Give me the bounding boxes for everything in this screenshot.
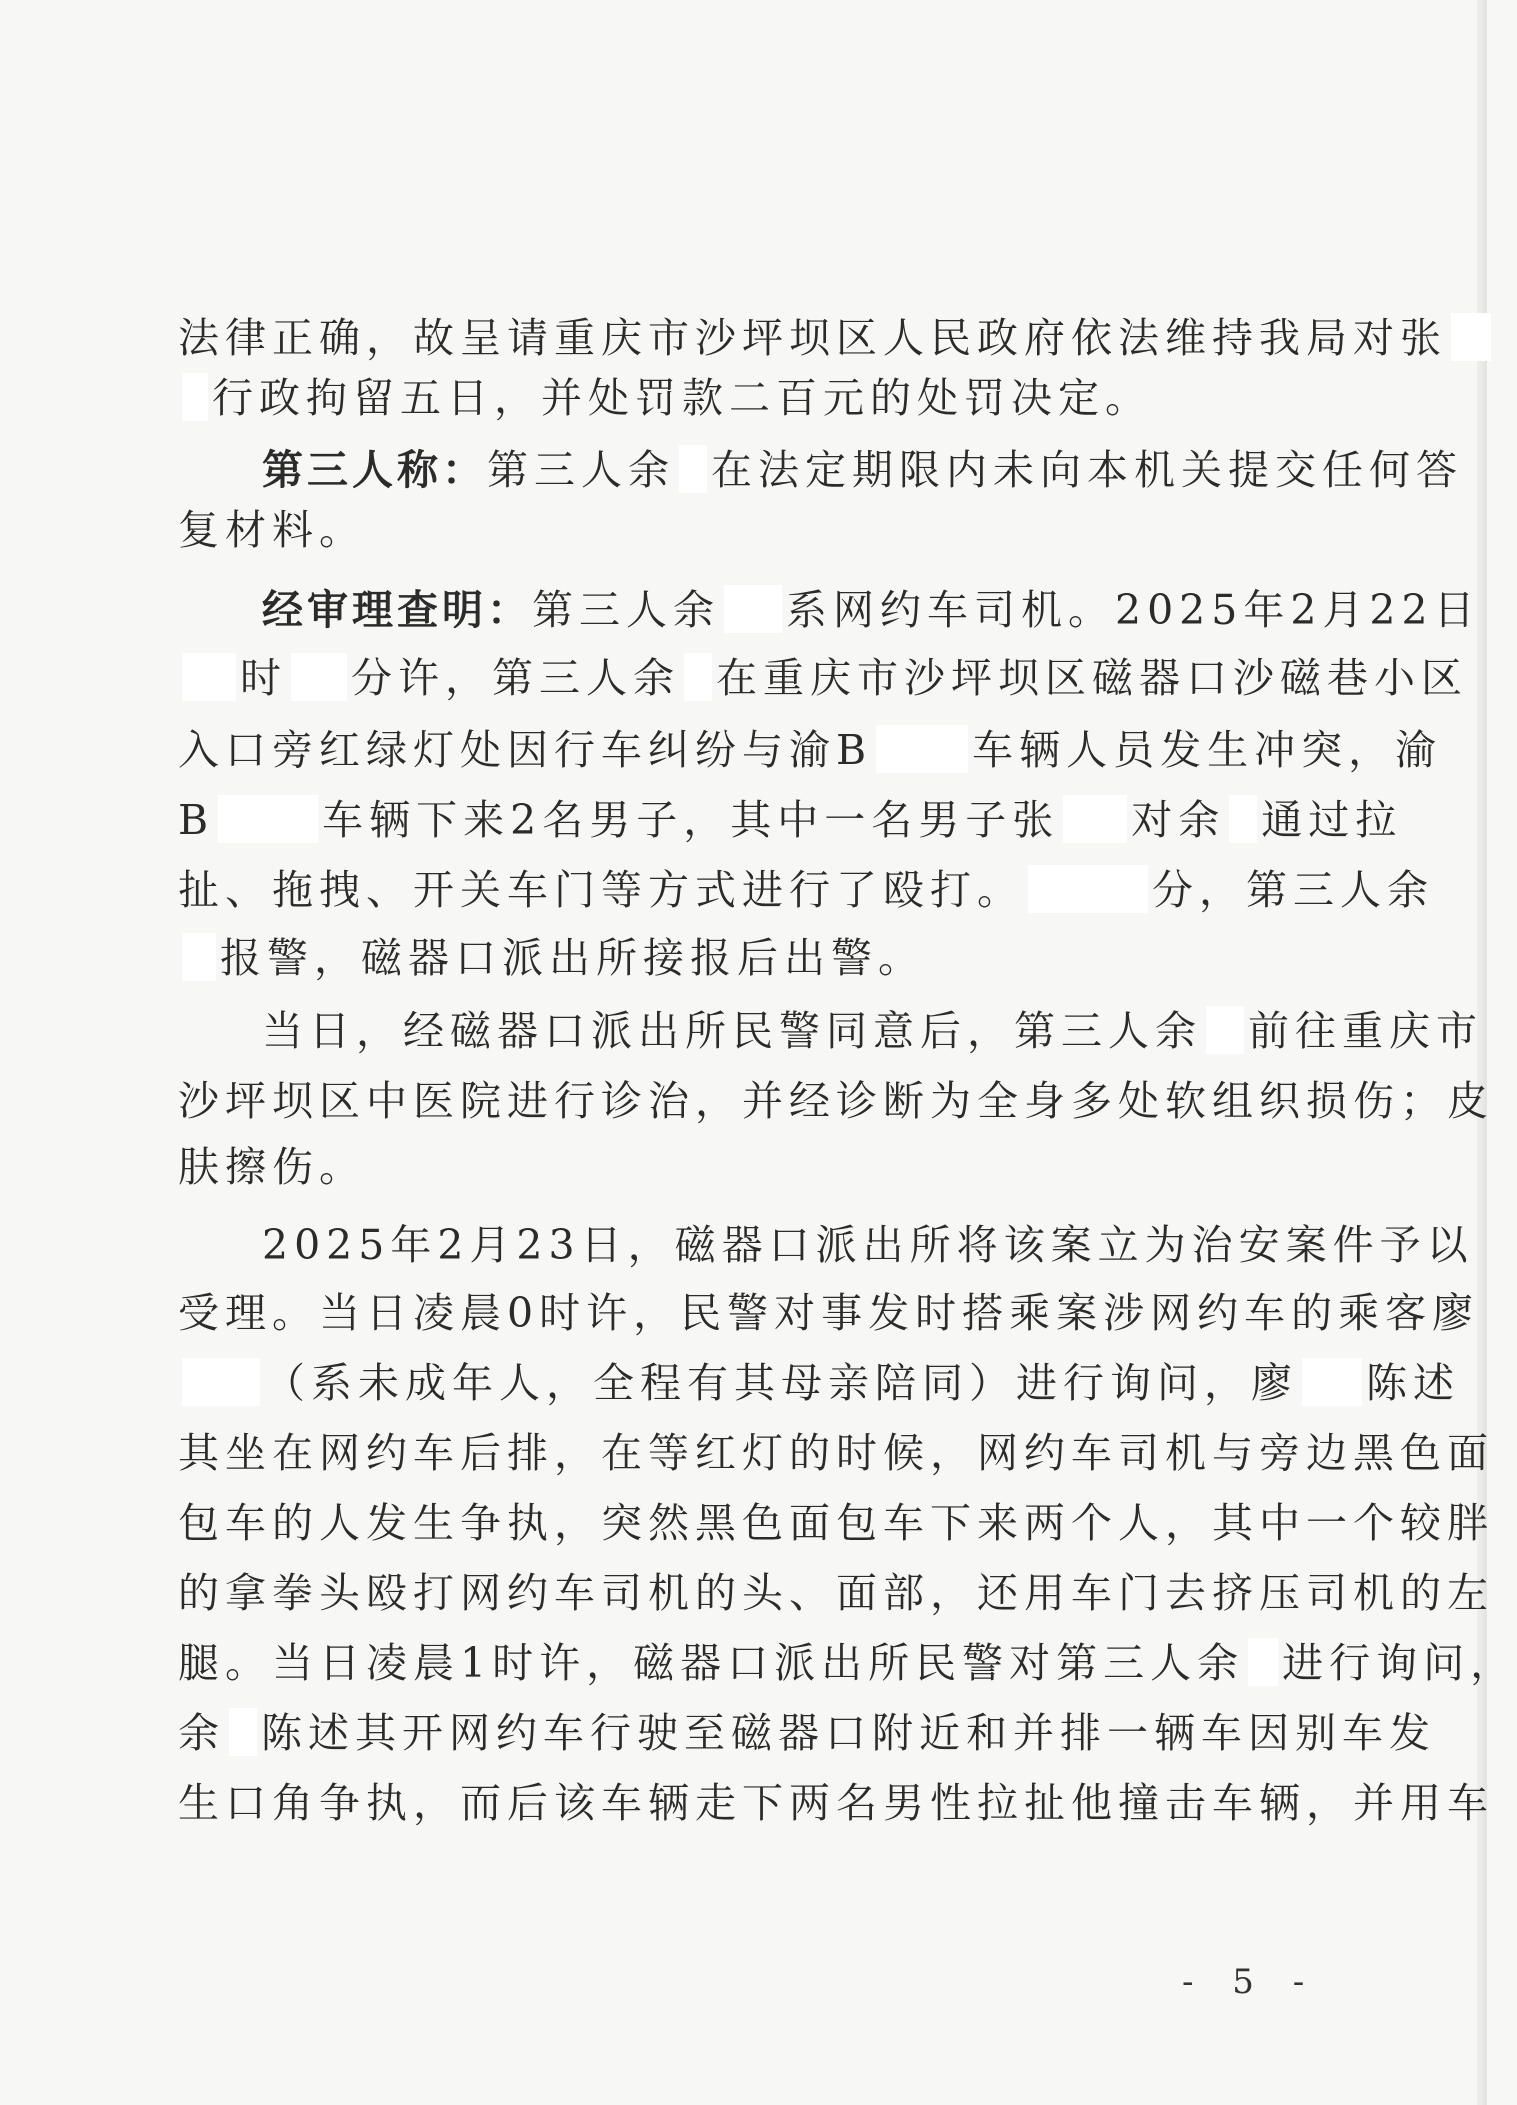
paragraph-line — [262, 1217, 1474, 1273]
paragraph-line — [178, 1355, 1460, 1411]
redaction-block — [1229, 795, 1257, 843]
paragraph-line — [262, 442, 1463, 498]
text-segment: 复材料。 — [178, 506, 366, 554]
text-segment: 沙坪坝区中医院进行诊治，并经诊断为全身多处软组织损伤；皮 — [178, 1077, 1494, 1125]
text-segment: B — [178, 796, 215, 844]
text-segment: 车辆人员发生冲突，渝 — [972, 726, 1443, 774]
redaction-block — [1451, 313, 1491, 361]
page-number: - 5 - — [1182, 1962, 1319, 2002]
paragraph-line — [178, 862, 1434, 918]
text-segment: 包车的人发生争执，突然黑色面包车下来两个人，其中一个较胖 — [178, 1499, 1494, 1547]
paragraph-line — [178, 1285, 1479, 1341]
redaction-block — [679, 445, 707, 493]
paragraph-line — [178, 1635, 1517, 1691]
redaction-block — [876, 725, 968, 773]
redaction-block — [1302, 1358, 1362, 1406]
text-segment: 对余 — [1131, 796, 1226, 844]
text-segment: 时 — [240, 654, 287, 702]
text-segment: 其坐在网约车后排，在等红灯的时候，网约车司机与旁边黑色面 — [178, 1429, 1494, 1477]
paragraph-line — [178, 722, 1442, 778]
text-segment: 扯、拖拽、开关车门等方式进行了殴打。 — [178, 866, 1024, 914]
paragraph-line — [178, 1705, 1436, 1761]
redaction-block — [724, 585, 782, 633]
redaction-block — [182, 373, 208, 421]
text-segment: 第三人余 — [487, 446, 675, 494]
paragraph-line — [178, 310, 1495, 366]
paragraph-line — [178, 650, 1468, 706]
paragraph-line — [178, 1495, 1494, 1551]
redaction-block — [1028, 865, 1148, 913]
text-segment: （系未成年人，全程有其母亲陪同）进行询问，廖 — [264, 1359, 1298, 1407]
text-segment: 的拿拳头殴打网约车司机的头、面部，还用车门去挤压司机的左 — [178, 1569, 1494, 1617]
paragraph-line — [262, 582, 1481, 638]
text-segment: 进行询问， — [1282, 1639, 1517, 1687]
text-segment: 法律正确，故呈请重庆市沙坪坝区人民政府依法维持我局对张 — [178, 314, 1447, 362]
text-segment: 在重庆市沙坪坝区磁器口沙磁巷小区 — [716, 654, 1468, 702]
text-segment: 车辆下来2名男子，其中一名男子张 — [322, 796, 1060, 844]
text-segment: 通过拉 — [1261, 796, 1403, 844]
text-segment: 分，第三人余 — [1152, 866, 1434, 914]
paragraph-line — [178, 1073, 1494, 1129]
paragraph-line — [262, 1003, 1483, 1059]
text-segment: 腿。当日凌晨1时许，磁器口派出所民警对第三人余 — [178, 1639, 1245, 1687]
paragraph-line — [178, 1565, 1494, 1621]
paragraph-line — [178, 502, 366, 558]
text-segment: 陈述 — [1366, 1359, 1460, 1407]
paragraph-line — [178, 930, 925, 986]
text-segment: 入口旁红绿灯处因行车纠纷与渝B — [178, 726, 873, 774]
text-segment: 系网约车司机。2025年2月22日 — [786, 586, 1481, 634]
redaction-block — [684, 653, 712, 701]
paragraph-line — [178, 792, 1402, 848]
text-segment: 第三人余 — [532, 586, 720, 634]
redaction-block — [182, 653, 236, 701]
redaction-block — [1248, 1638, 1278, 1686]
redaction-block — [291, 653, 347, 701]
redaction-block — [182, 1358, 260, 1406]
paragraph-line — [178, 1139, 366, 1195]
redaction-block — [1063, 795, 1127, 843]
redaction-block — [218, 795, 318, 843]
text-segment: 陈述其开网约车行驶至磁器口附近和并排一辆车因别车发 — [261, 1709, 1436, 1757]
text-segment: 当日，经磁器口派出所民警同意后，第三人余 — [262, 1007, 1202, 1055]
text-segment: 前往重庆市 — [1248, 1007, 1483, 1055]
text-segment: 在法定期限内未向本机关提交任何答 — [711, 446, 1463, 494]
redaction-block — [229, 1708, 257, 1756]
text-segment: 2025年2月23日，磁器口派出所将该案立为治安案件予以 — [262, 1221, 1474, 1269]
text-segment: 行政拘留五日，并处罚款二百元的处罚决定。 — [212, 374, 1152, 422]
section-heading: 经审理查明： — [262, 586, 532, 634]
paragraph-line — [178, 1425, 1494, 1481]
text-segment: 生口角争执，而后该车辆走下两名男性拉扯他撞击车辆，并用车 — [178, 1779, 1494, 1827]
text-segment: 受理。当日凌晨0时许，民警对事发时搭乘案涉网约车的乘客廖 — [178, 1289, 1480, 1337]
redaction-block — [1206, 1006, 1244, 1054]
paragraph-line — [178, 1775, 1494, 1831]
text-segment: 肤擦伤。 — [178, 1143, 366, 1191]
text-segment: 报警，磁器口派出所接报后出警。 — [220, 934, 925, 982]
section-heading: 第三人称： — [262, 446, 487, 494]
redaction-block — [182, 933, 216, 981]
paragraph-line — [178, 370, 1152, 426]
text-segment: 分许，第三人余 — [351, 654, 680, 702]
text-segment: 余 — [178, 1709, 225, 1757]
